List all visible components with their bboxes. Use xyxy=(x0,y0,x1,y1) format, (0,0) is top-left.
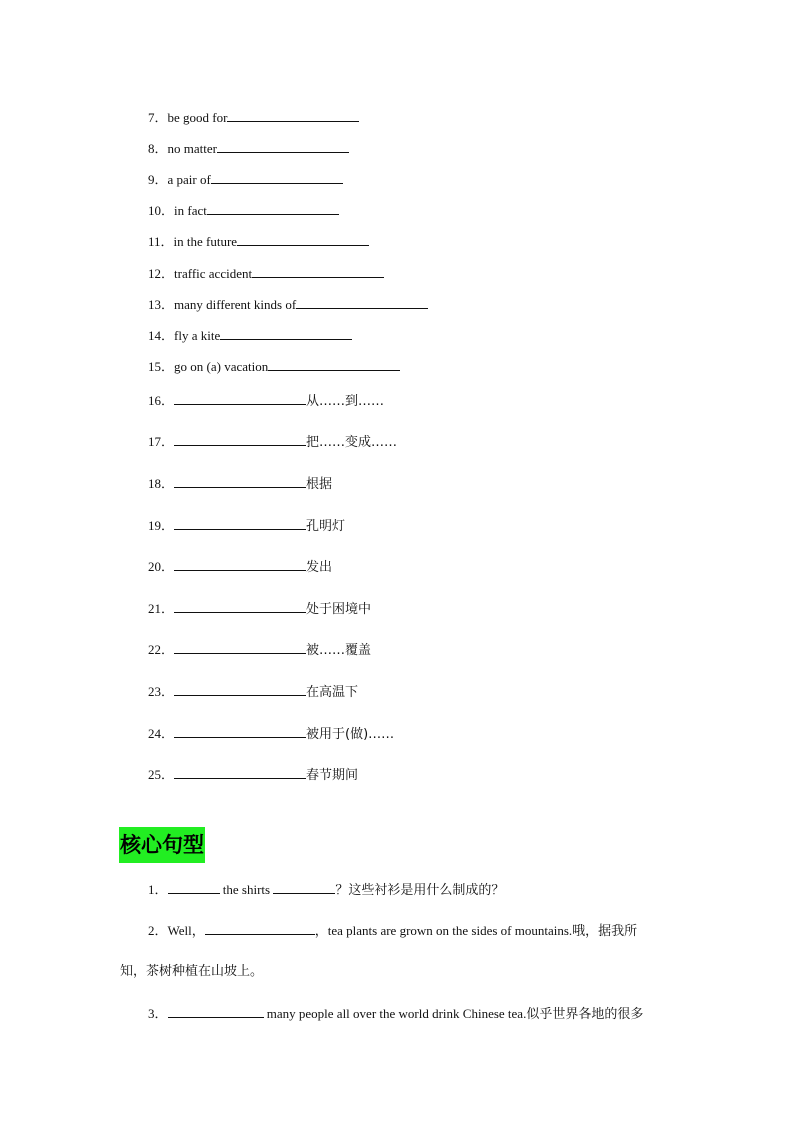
answer-blank[interactable] xyxy=(174,392,306,405)
vocab-item: 23． 在高温下 xyxy=(148,684,359,700)
answer-blank[interactable] xyxy=(174,433,306,446)
vocab-item: 25． 春节期间 xyxy=(148,767,359,783)
answer-blank[interactable] xyxy=(205,922,315,935)
vocab-item: 20． 发出 xyxy=(148,559,333,575)
answer-blank[interactable] xyxy=(174,766,306,779)
vocab-item: 11．in the future xyxy=(148,233,369,250)
answer-blank[interactable] xyxy=(273,881,335,894)
sentence-item: 1． the shirts ？这些衬衫是用什么制成的？ xyxy=(148,882,505,898)
answer-blank[interactable] xyxy=(220,327,352,340)
vocab-item: 19． 孔明灯 xyxy=(148,518,346,534)
answer-blank[interactable] xyxy=(174,641,306,654)
sentence-continuation: 知，茶树种植在山坡上。 xyxy=(120,964,264,979)
vocab-item: 7．be good for xyxy=(148,109,359,126)
answer-blank[interactable] xyxy=(174,725,306,738)
vocab-item: 24． 被用于(做)…… xyxy=(148,726,395,742)
vocab-item: 15．go on (a) vacation xyxy=(148,358,400,375)
sentence-item: 3． many people all over the world drink Chinese tea.似乎世界各地的很多 xyxy=(148,1006,644,1021)
answer-blank[interactable] xyxy=(168,1005,264,1018)
answer-blank[interactable] xyxy=(174,600,306,613)
vocab-item: 18． 根据 xyxy=(148,476,333,492)
vocab-item: 14．fly a kite xyxy=(148,327,352,344)
section-heading: 核心句型 xyxy=(119,827,205,863)
answer-blank[interactable] xyxy=(168,881,220,894)
answer-blank[interactable] xyxy=(252,265,384,278)
answer-blank[interactable] xyxy=(174,475,306,488)
answer-blank[interactable] xyxy=(174,558,306,571)
vocab-item: 22． 被……覆盖 xyxy=(148,642,372,658)
vocab-item: 10．in fact xyxy=(148,202,339,219)
answer-blank[interactable] xyxy=(227,109,359,122)
answer-blank[interactable] xyxy=(207,202,339,215)
answer-blank[interactable] xyxy=(174,517,306,530)
sentence-item: 2．Well， ，tea plants are grown on the sides of mountains.哦，据我所 xyxy=(148,923,638,938)
vocab-item: 12．traffic accident xyxy=(148,265,384,282)
vocab-item: 13．many different kinds of xyxy=(148,296,428,313)
vocab-item: 16． 从……到…… xyxy=(148,393,385,409)
vocab-item: 8．no matter xyxy=(148,140,349,157)
vocab-item: 21． 处于困境中 xyxy=(148,601,372,617)
answer-blank[interactable] xyxy=(268,358,400,371)
answer-blank[interactable] xyxy=(217,140,349,153)
answer-blank[interactable] xyxy=(237,233,369,246)
vocab-item: 17． 把……变成…… xyxy=(148,434,398,450)
vocab-item: 9．a pair of xyxy=(148,171,343,188)
answer-blank[interactable] xyxy=(211,171,343,184)
answer-blank[interactable] xyxy=(296,296,428,309)
answer-blank[interactable] xyxy=(174,683,306,696)
